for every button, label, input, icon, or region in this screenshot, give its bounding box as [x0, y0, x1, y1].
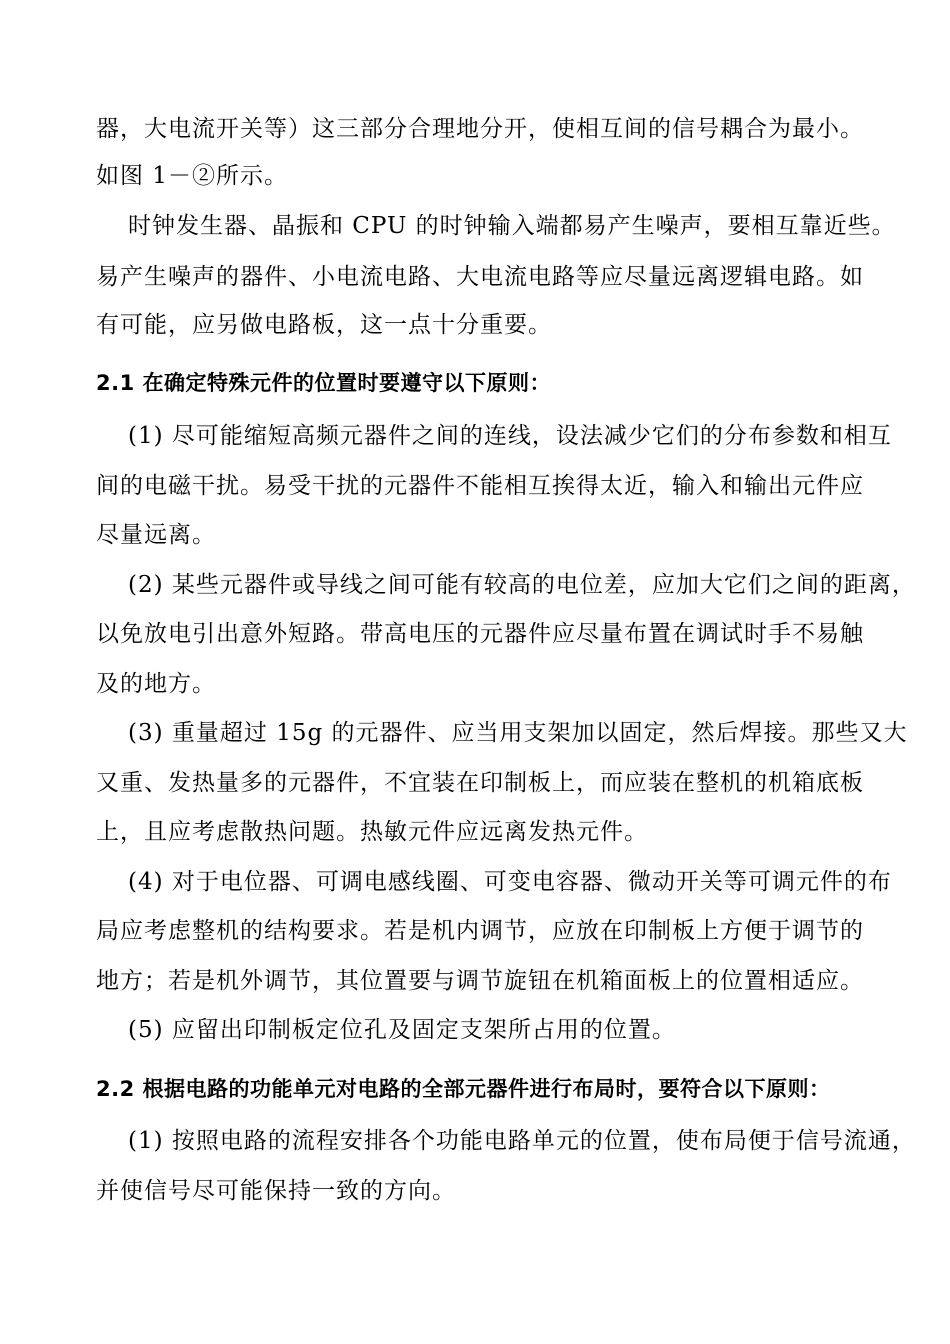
text-line-8: 间的电磁干扰。易受干扰的元器件不能相互挨得太近，输入和输出元件应: [96, 473, 864, 499]
text-line-18: 地方；若是机外调节，其位置要与调节旋钮在机箱面板上的位置相适应。: [96, 968, 864, 994]
text-line-3: 时钟发生器、晶振和 CPU 的时钟输入端都易产生噪声，要相互靠近些。: [128, 213, 896, 239]
text-line-4: 易产生噪声的器件、小电流电路、大电流电路等应尽量远离逻辑电路。如: [96, 264, 864, 290]
text-line-11: 以免放电引出意外短路。带高电压的元器件应尽量布置在调试时手不易触: [96, 621, 864, 647]
text-line-12: 及的地方。: [96, 671, 216, 697]
text-line-21: (1) 按照电路的流程安排各个功能电路单元的位置，使布局便于信号流通，: [128, 1128, 916, 1154]
text-line-19: (5) 应留出印制板定位孔及固定支架所占用的位置。: [128, 1017, 676, 1043]
section-heading-2-2: 2.2 根据电路的功能单元对电路的全部元器件进行布局时，要符合以下原则：: [96, 1077, 831, 1101]
text-line-1: 器，大电流开关等）这三部分合理地分开，使相互间的信号耦合为最小。: [96, 116, 864, 142]
text-line-2: 如图 1－②所示。: [96, 163, 288, 189]
text-line-22: 并使信号尽可能保持一致的方向。: [96, 1178, 456, 1204]
text-line-16: (4) 对于电位器、可调电感线圈、可变电容器、微动开关等可调元件的布: [128, 869, 892, 895]
text-line-15: 上，且应考虑散热问题。热敏元件应远离发热元件。: [96, 819, 648, 845]
text-line-10: (2) 某些元器件或导线之间可能有较高的电位差，应加大它们之间的距离，: [128, 572, 916, 598]
text-line-7: (1) 尽可能缩短高频元器件之间的连线，设法减少它们的分布参数和相互: [128, 423, 892, 449]
section-heading-2-1: 2.1 在确定特殊元件的位置时要遵守以下原则：: [96, 371, 552, 395]
text-line-14: 又重、发热量多的元器件，不宜装在印制板上，而应装在整机的机箱底板: [96, 770, 864, 796]
text-line-9: 尽量远离。: [96, 522, 216, 548]
text-line-13: (3) 重量超过 15g 的元器件、应当用支架加以固定，然后焊接。那些又大: [128, 720, 908, 746]
text-line-5: 有可能，应另做电路板，这一点十分重要。: [96, 312, 552, 338]
text-line-17: 局应考虑整机的结构要求。若是机内调节，应放在印制板上方便于调节的: [96, 918, 864, 944]
